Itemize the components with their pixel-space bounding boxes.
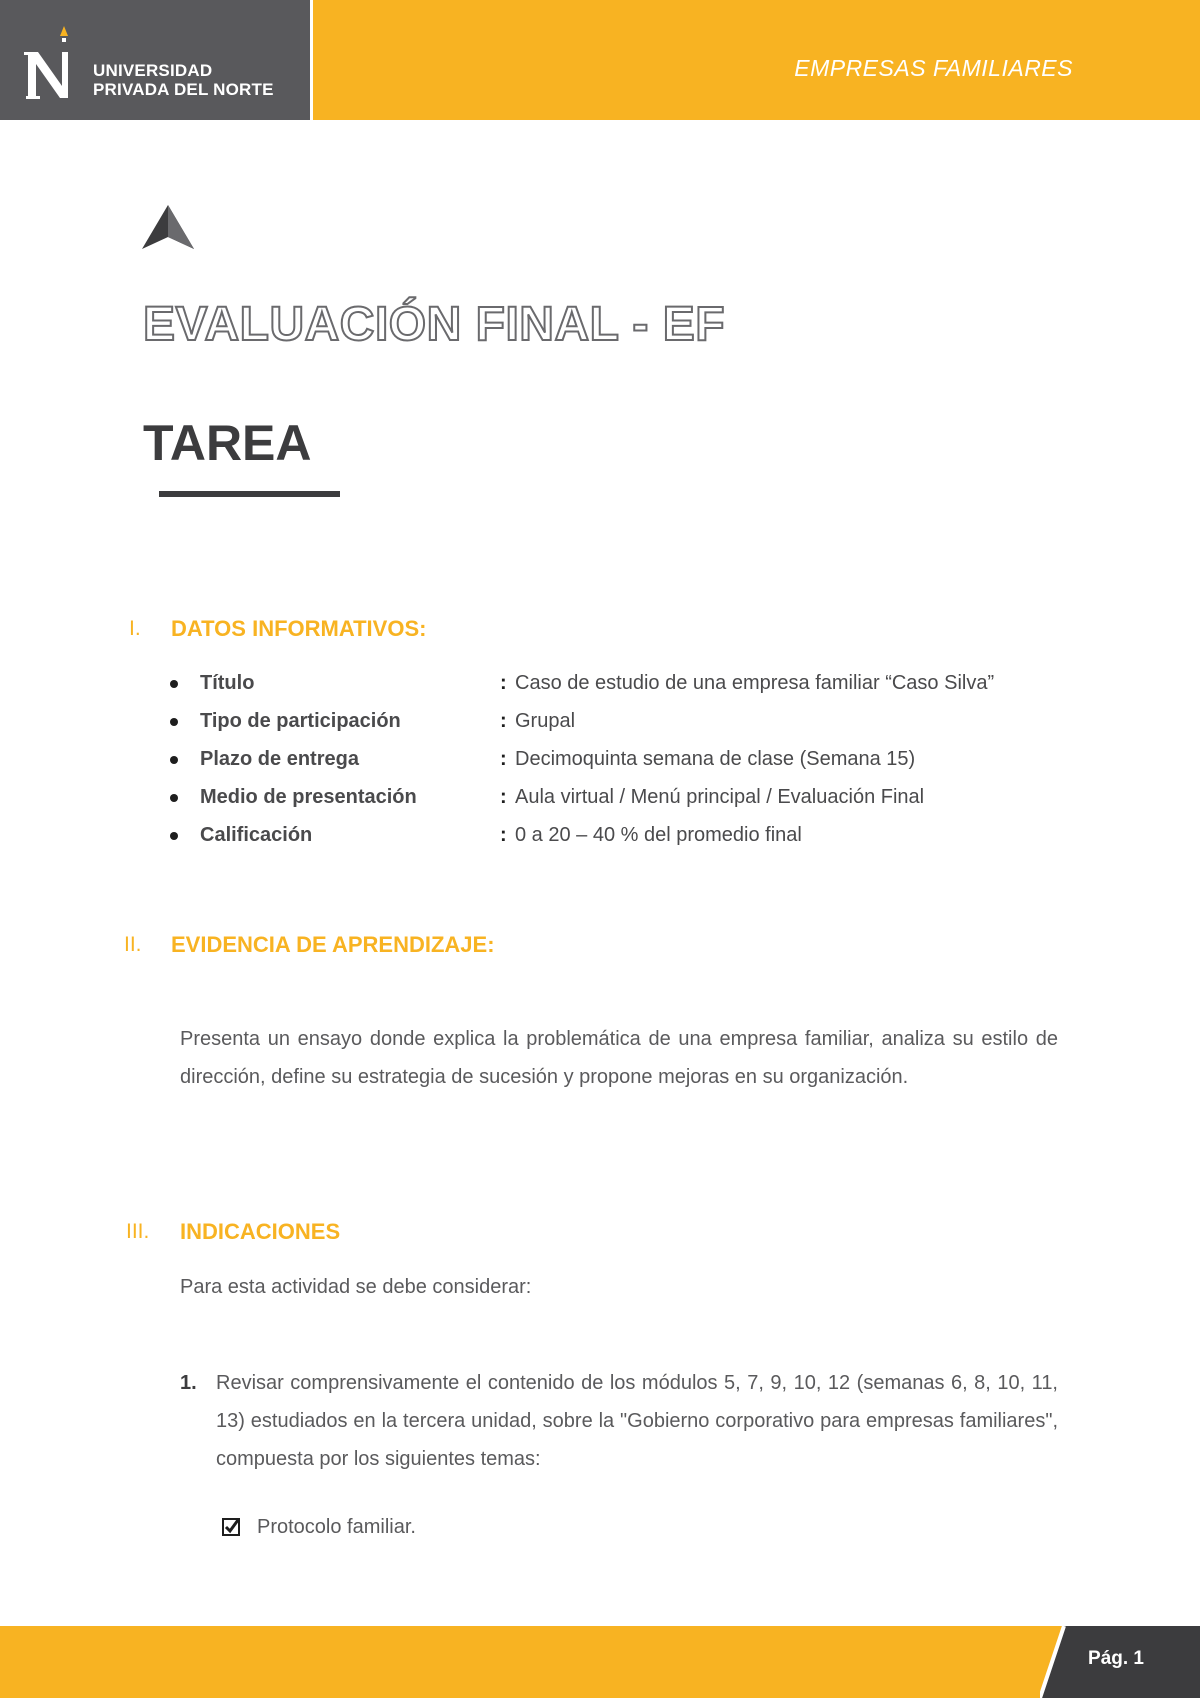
bullet-icon [170, 718, 178, 726]
section-1-number: I. [129, 617, 141, 640]
section-1-title: DATOS INFORMATIVOS: [171, 616, 427, 641]
info-value: Aula virtual / Menú principal / Evaluación Final [515, 786, 925, 808]
bullet-icon [170, 680, 178, 688]
page-subtitle: TAREA [143, 415, 312, 471]
info-row-grading [170, 822, 1070, 860]
checkbox-checked-icon [222, 1518, 240, 1536]
page-title: EVALUACIÓN FINAL - EF [143, 298, 726, 351]
info-label: Plazo de entrega [200, 748, 359, 770]
evidence-paragraph: Presenta un ensayo donde explica la problemática de una empresa familiar, analiza su estilo de dirección, define su estrategia de sucesión y propone mejoras en su organización. [180, 1028, 1058, 1088]
section-3-number: III. [126, 1220, 150, 1243]
item-text: Revisar comprensivamente el contenido de los módulos 5, 7, 9, 10, 12 (semanas 6, 8, 10, 11, 13) estudiados en la tercera unidad, sobre la "Gobierno corporativo para empresas familiares", compuesta por los siguientes temas: [216, 1372, 1058, 1470]
page-number: Pág. 1 [1088, 1648, 1144, 1669]
info-list [170, 670, 1070, 860]
info-label: Calificación [200, 824, 313, 846]
info-colon: : [500, 672, 507, 694]
navigation-arrow-icon [140, 203, 196, 251]
section-2-title: EVIDENCIA DE APRENDIZAJE: [171, 932, 495, 957]
university-logo [0, 0, 313, 120]
footer-bar [0, 1626, 1200, 1698]
bullet-icon [170, 756, 178, 764]
info-label: Tipo de participación [200, 710, 401, 732]
info-label: Título [200, 672, 255, 694]
info-row-deadline [170, 746, 1070, 784]
info-value: Caso de estudio de una empresa familiar “Caso Silva” [515, 672, 995, 694]
section-2-number: II. [124, 933, 142, 956]
logo-wordmark [93, 61, 274, 99]
indications-intro: Para esta actividad se debe considerar: [180, 1276, 532, 1298]
info-row-medium [170, 784, 1070, 822]
info-colon: : [500, 748, 507, 770]
info-colon: : [500, 786, 507, 808]
info-value: Grupal [515, 710, 576, 732]
section-3-title: INDICACIONES [180, 1219, 341, 1244]
course-name: EMPRESAS FAMILIARES [794, 55, 1073, 81]
info-row-participation [170, 708, 1070, 746]
checklist-item [222, 1516, 416, 1539]
numbered-item [180, 1364, 1058, 1478]
bullet-icon [170, 832, 178, 840]
upn-logo-mark-icon [24, 24, 84, 102]
subtitle-underline [159, 491, 340, 497]
logo-line-1: UNIVERSIDAD [93, 61, 213, 80]
item-number: 1. [180, 1372, 197, 1394]
checklist-text: Protocolo familiar. [257, 1516, 416, 1538]
info-row-title [170, 670, 1070, 708]
info-colon: : [500, 710, 507, 732]
info-value: 0 a 20 – 40 % del promedio final [515, 824, 802, 846]
info-colon: : [500, 824, 507, 846]
logo-line-2: PRIVADA DEL NORTE [93, 80, 274, 99]
bullet-icon [170, 794, 178, 802]
info-label: Medio de presentación [200, 786, 417, 808]
info-value: Decimoquinta semana de clase (Semana 15) [515, 748, 916, 770]
